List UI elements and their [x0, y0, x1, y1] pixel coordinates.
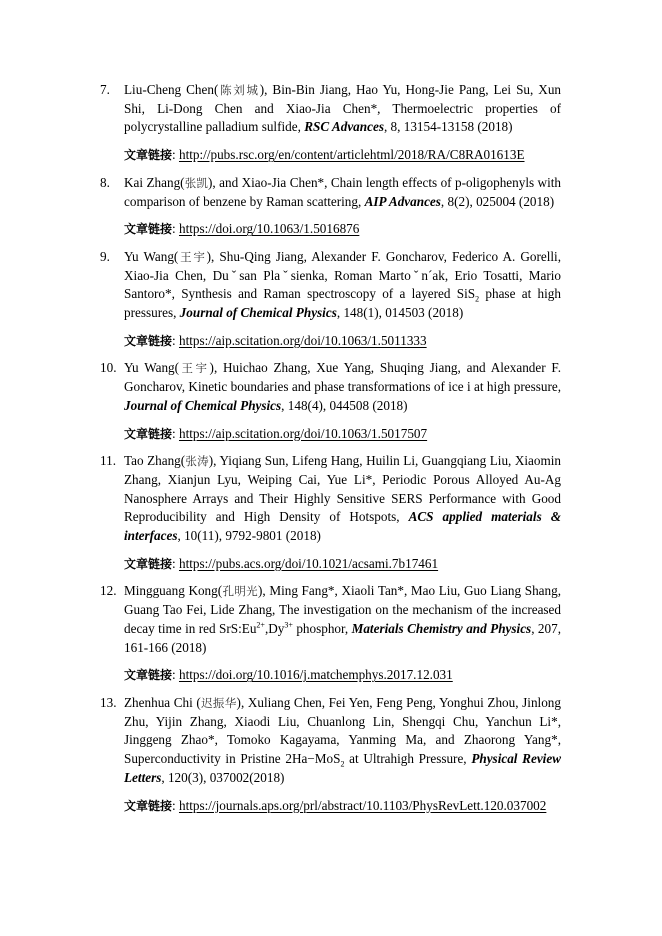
article-link-label: 文章链接 — [124, 148, 173, 163]
reference-number: 11. — [100, 453, 116, 469]
authors-text: Kai Zhang( — [124, 174, 185, 190]
authors-text: Yu Wang( — [124, 360, 180, 376]
link-separator: : — [172, 555, 179, 571]
journal-name: ACS applied materials & interfaces — [124, 509, 561, 544]
article-link[interactable]: https://doi.org/10.1063/1.5016876 — [178, 221, 360, 237]
formula-text: ,Dy — [264, 620, 285, 636]
article-link[interactable]: https://pubs.acs.org/doi/10.1021/acsami.7b17461 — [178, 555, 439, 571]
article-link-label: 文章链接 — [124, 556, 173, 571]
article-link-label: 文章链接 — [124, 222, 173, 237]
article-link-label: 文章链接 — [124, 333, 173, 348]
reference-text — [124, 174, 561, 211]
reference-text — [124, 582, 561, 657]
authors-title-text: ), Yiqiang Sun, Lifeng Hang, Huilin Li, Guangqiang Liu, Xiaomin Zhang, Xianjun Lyu, Weiping Cai, Yue Li*, Periodic Porous Alloyed Au-Ag Nanosphere Arrays and Their Highly Sensitive SERS Performance with Good Reproducibility and High Density of Hotspots, — [124, 453, 561, 525]
reference-item — [0, 81, 662, 165]
chinese-name: 迟振华 — [200, 695, 237, 710]
authors-text: Mingguang Kong( — [124, 583, 223, 599]
reference-number: 8. — [100, 174, 110, 190]
journal-name: Journal of Chemical Physics — [179, 305, 337, 321]
citation-details: , 148(4), 044508 (2018) — [281, 397, 408, 413]
chinese-name: 张凯 — [184, 175, 208, 190]
article-link-label: 文章链接 — [124, 668, 173, 683]
reference-number: 12. — [100, 583, 117, 599]
authors-title-text: ), Shu-Qing Jiang, Alexander F. Goncharov, Federico A. Gorelli, Xiao-Jia Chen, Duˇsan Plaˇsienka, Roman Martoˇn´ak, Erio Tosatti, Mario Santoro*, Synthesis and Raman spectroscopy of a layered SiS — [124, 248, 561, 302]
superscript: 3+ — [284, 620, 293, 630]
article-link-line — [124, 555, 662, 574]
reference-text — [124, 359, 561, 415]
authors-title-text: ), Bin-Bin Jiang, Hao Yu, Hong-Jie Pang, Lei Su, Xun Shi, Li-Dong Chen and Xiao-Jia Chen*, Thermoelectric properties of polycrystalline palladium sulfide, — [124, 82, 562, 135]
journal-name: Journal of Chemical Physics — [124, 397, 282, 413]
citation-details: , 8(2), 025004 (2018) — [440, 193, 555, 209]
chinese-name: 王宇 — [179, 361, 210, 376]
citation-details: , 120(3), 037002(2018) — [161, 769, 285, 785]
authors-text: Liu-Cheng Chen( — [124, 82, 219, 97]
reference-item — [0, 359, 662, 443]
article-link-line — [124, 425, 662, 444]
title-tail-text: at Ultrahigh Pressure, — [344, 751, 472, 767]
reference-item — [0, 582, 662, 685]
reference-number: 9. — [100, 248, 110, 264]
superscript: 2+ — [256, 620, 265, 630]
link-separator: : — [172, 797, 179, 813]
authors-title-text: ), Ming Fang*, Xiaoli Tan*, Mao Liu, Guo Liang Shang, Guang Tao Fei, Lide Zhang, The investigation on the mechanism of the increased decay time in red SrS:Eu — [124, 583, 561, 636]
article-link[interactable]: https://aip.scitation.org/doi/10.1063/1.5017507 — [178, 425, 428, 441]
reference-text — [124, 694, 561, 788]
article-link[interactable]: http://pubs.rsc.org/en/content/articlehtml/2018/RA/C8RA01613E — [178, 147, 525, 163]
reference-item — [0, 452, 662, 573]
article-link[interactable]: https://journals.aps.org/prl/abstract/10.1103/PhysRevLett.120.037002 — [178, 797, 547, 813]
chinese-name: 陈刘城 — [218, 83, 260, 97]
citation-details: , 207, 161-166 (2018) — [124, 620, 562, 655]
link-separator: : — [172, 425, 179, 441]
authors-text: Yu Wang( — [124, 248, 179, 264]
journal-name: Materials Chemistry and Physics — [351, 620, 532, 636]
article-link[interactable]: https://doi.org/10.1016/j.matchemphys.2017.12.031 — [178, 667, 453, 683]
reference-item — [0, 174, 662, 239]
citation-details: , 8, 13154-13158 (2018) — [383, 119, 513, 135]
citation-details: , 148(1), 014503 (2018) — [336, 305, 464, 321]
reference-text — [124, 452, 561, 546]
citation-details: , 10(11), 9792-9801 (2018) — [177, 528, 321, 544]
article-link-label: 文章链接 — [124, 426, 173, 441]
article-link-line — [124, 666, 662, 685]
link-separator: : — [172, 332, 179, 348]
chinese-name: 王宇 — [178, 249, 207, 264]
authors-title-text: ), Xuliang Chen, Fei Yen, Feng Peng, Yonghui Zhou, Jinlong Zhu, Yijin Zhang, Xiaodi Liu, Chuanlong Lin, Shengqi Chu, Yanchun Li*, Jinggeng Zhao*, Tomoko Kagayama, Yanming Ma, and Zhaorong Yang*, Superconductivity in Pristine 2Ha−MoS — [124, 694, 561, 767]
article-link-label: 文章链接 — [124, 798, 173, 813]
article-link-line — [124, 332, 662, 351]
reference-text — [124, 81, 561, 137]
authors-title-text: ), and Xiao-Jia Chen*, Chain length effects of p-oligophenyls with comparison of benzene by Raman scattering, — [124, 174, 562, 209]
link-separator: : — [172, 147, 179, 163]
article-link-line — [124, 797, 662, 816]
reference-text — [124, 248, 561, 323]
chinese-name: 孔明光 — [222, 584, 259, 599]
authors-title-text: ), Huichao Zhang, Xue Yang, Shuqing Jiang, and Alexander F. Goncharov, Kinetic boundaries and phase transformations of ice i at high pressure, — [124, 360, 561, 395]
subscript: 2 — [475, 294, 480, 304]
reference-number: 13. — [100, 694, 117, 710]
authors-text: Zhenhua Chi ( — [124, 694, 201, 710]
journal-name: Physical Review Letters — [124, 751, 561, 785]
link-separator: : — [172, 667, 179, 683]
title-tail-text: phase at high pressures, — [124, 286, 561, 321]
reference-item — [0, 248, 662, 351]
article-link[interactable]: https://aip.scitation.org/doi/10.1063/1.5011333 — [178, 332, 427, 348]
chinese-name: 张涛 — [185, 454, 209, 469]
article-link-line — [124, 220, 662, 239]
reference-number: 10. — [100, 360, 117, 376]
article-link-line — [124, 146, 662, 165]
journal-name: RSC Advances — [304, 119, 384, 135]
journal-name: AIP Advances — [364, 193, 441, 209]
link-separator: : — [172, 221, 179, 237]
reference-list — [0, 81, 662, 824]
title-tail-text: phosphor, — [292, 620, 352, 636]
reference-item — [0, 694, 662, 815]
subscript: 2 — [340, 759, 345, 769]
authors-text: Tao Zhang( — [124, 453, 186, 469]
reference-number: 7. — [100, 82, 110, 97]
